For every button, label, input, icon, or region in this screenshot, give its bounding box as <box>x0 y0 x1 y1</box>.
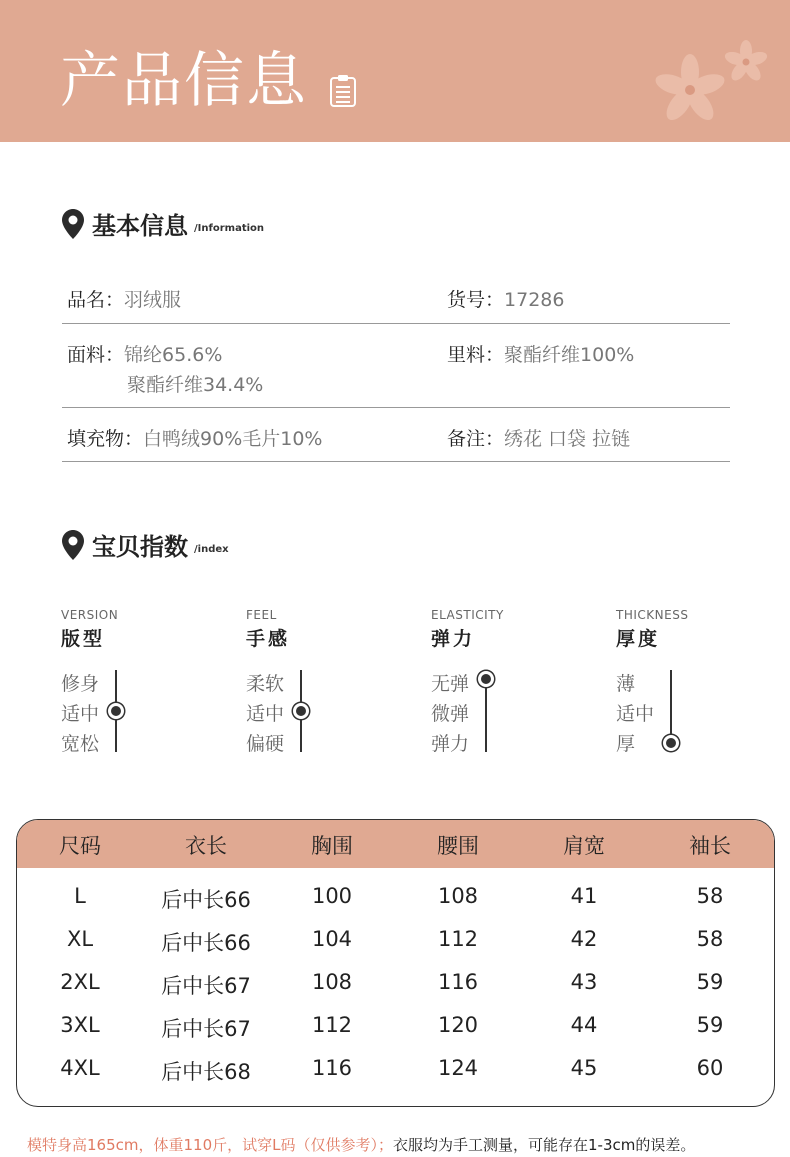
info-row <box>62 408 730 462</box>
index-option: 修身 <box>61 673 100 695</box>
table-cell: 59 <box>696 1013 724 1037</box>
table-header-cell: 胸围 <box>311 834 353 858</box>
table-cell: XL <box>66 927 94 951</box>
table-cell: L <box>74 884 86 908</box>
index-selected-marker <box>478 671 494 687</box>
table-header-cell: 腰围 <box>437 834 479 858</box>
index-zh-label: 弹力 <box>431 628 476 650</box>
index-elasticity <box>431 608 601 758</box>
table-header-cell: 肩宽 <box>563 834 605 858</box>
table-cell: 4XL <box>60 1056 100 1080</box>
table-cell: 124 <box>437 1056 479 1080</box>
index-zh-label: 版型 <box>61 628 106 650</box>
table-cell: 41 <box>570 884 598 908</box>
table-cell: 后中长67 <box>161 1017 251 1041</box>
table-cell: 116 <box>311 1056 353 1080</box>
index-selected-marker <box>293 703 309 719</box>
basic-info-heading <box>62 206 264 241</box>
index-title: 宝贝指数 <box>92 533 188 561</box>
table-cell: 116 <box>437 970 479 994</box>
table-cell: 45 <box>570 1056 598 1080</box>
index-option: 微弹 <box>431 703 470 725</box>
index-option: 偏硬 <box>246 733 285 755</box>
info-label: 备注： <box>447 428 505 450</box>
table-cell: 120 <box>437 1013 479 1037</box>
info-label: 里料： <box>447 344 505 366</box>
index-subtitle: /index <box>194 544 229 555</box>
info-value: 白鸭绒90%毛片10% <box>143 428 323 450</box>
index-en-label: THICKNESS <box>616 608 689 622</box>
info-row <box>62 285 730 324</box>
info-label: 品名： <box>67 289 125 311</box>
index-option: 适中 <box>616 703 655 725</box>
info-value: 锦纶65.6% <box>124 344 223 366</box>
index-version <box>61 608 231 758</box>
table-cell: 2XL <box>60 970 100 994</box>
index-en-label: FEEL <box>246 608 277 622</box>
info-value: 17286 <box>504 289 565 311</box>
index-zh-label: 手感 <box>246 628 291 650</box>
table-cell: 58 <box>696 884 724 908</box>
table-cell: 后中长66 <box>161 888 251 912</box>
info-value: 聚酯纤维100% <box>504 344 635 366</box>
index-feel <box>246 608 416 758</box>
info-value: 绣花 口袋 拉链 <box>504 428 631 450</box>
table-cell: 104 <box>311 927 353 951</box>
index-option: 适中 <box>61 703 100 725</box>
index-option: 薄 <box>616 673 636 695</box>
table-cell: 100 <box>311 884 353 908</box>
table-cell: 后中长68 <box>161 1060 251 1084</box>
table-cell: 59 <box>696 970 724 994</box>
basic-info-subtitle: /Information <box>194 223 265 234</box>
table-cell: 58 <box>696 927 724 951</box>
table-cell: 后中长66 <box>161 931 251 955</box>
index-heading <box>62 527 229 562</box>
clipboard-icon <box>330 75 356 107</box>
size-table <box>16 819 775 1107</box>
info-row <box>62 324 730 408</box>
table-cell: 3XL <box>60 1013 100 1037</box>
location-pin-icon <box>62 209 84 239</box>
table-cell: 42 <box>570 927 598 951</box>
table-cell: 108 <box>437 884 479 908</box>
index-zh-label: 厚度 <box>616 628 661 650</box>
info-value: 羽绒服 <box>124 289 182 311</box>
table-header-cell: 尺码 <box>59 834 101 858</box>
index-option: 弹力 <box>431 733 470 755</box>
flower-decoration-icon <box>650 38 780 128</box>
basic-info-title: 基本信息 <box>92 212 188 240</box>
index-option: 适中 <box>246 703 285 725</box>
table-cell: 43 <box>570 970 598 994</box>
table-cell: 后中长67 <box>161 974 251 998</box>
table-cell: 108 <box>311 970 353 994</box>
index-en-label: ELASTICITY <box>431 608 504 622</box>
info-label: 货号： <box>447 289 505 311</box>
index-option: 柔软 <box>246 673 285 695</box>
table-cell: 112 <box>437 927 479 951</box>
index-option: 无弹 <box>431 673 470 695</box>
table-cell: 44 <box>570 1013 598 1037</box>
index-thickness <box>616 608 786 758</box>
table-cell: 112 <box>311 1013 353 1037</box>
info-label: 填充物： <box>67 428 144 450</box>
index-option: 厚 <box>616 733 636 755</box>
size-table-header <box>17 820 774 868</box>
table-header-cell: 衣长 <box>185 834 227 858</box>
index-selected-marker <box>108 703 124 719</box>
index-option: 宽松 <box>61 733 100 755</box>
index-en-label: VERSION <box>61 608 119 622</box>
page-title: 产品信息 <box>60 46 308 116</box>
info-label: 面料： <box>67 344 125 366</box>
model-note: 模特身高165cm，体重110斤，试穿L码（仅供参考）； <box>27 1136 393 1154</box>
index-selected-marker <box>663 735 679 751</box>
footnote <box>27 1134 695 1155</box>
location-pin-icon <box>62 530 84 560</box>
info-value: 聚酯纤维34.4% <box>127 374 264 396</box>
header-banner <box>0 0 790 142</box>
measurement-note: 衣服均为手工测量，可能存在1-3cm的误差。 <box>392 1136 696 1154</box>
table-header-cell: 袖长 <box>689 834 731 858</box>
table-cell: 60 <box>696 1056 724 1080</box>
